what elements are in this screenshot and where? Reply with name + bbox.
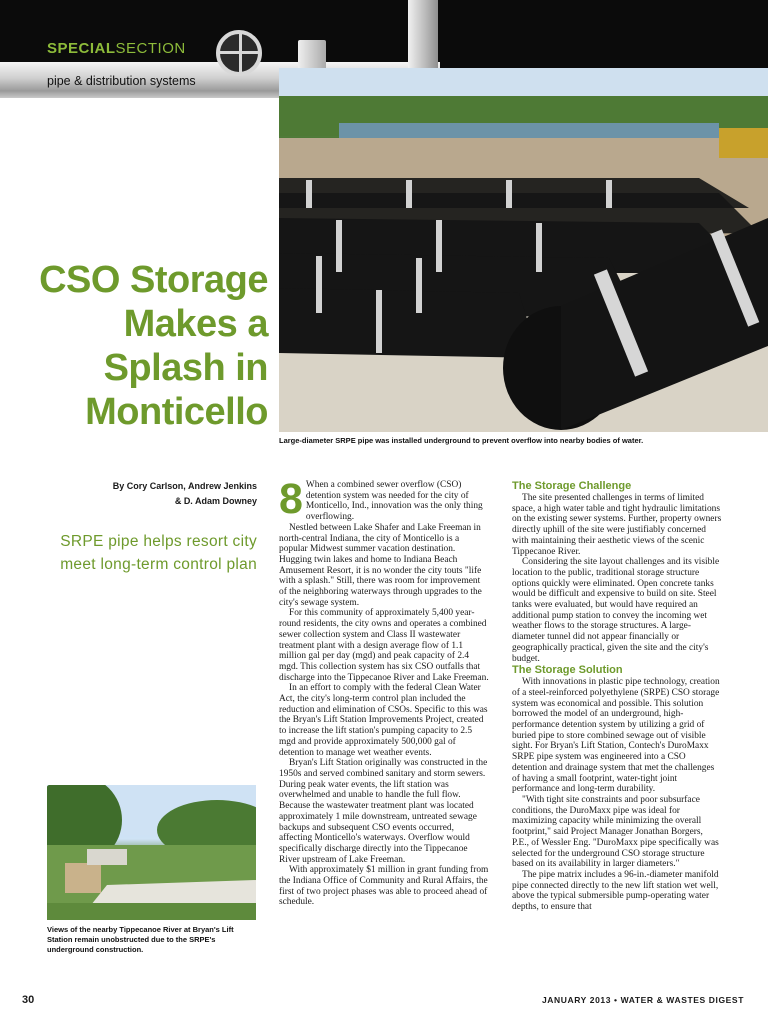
- paragraph: The pipe matrix includes a 96-in.-diameter manifold pipe connected directly to the new lift station wet well, above the typical submersible pump-operating water depths, to ensure that: [512, 869, 719, 913]
- paragraph: In an effort to comply with the federal Clean Water Act, the city's long-term control plan included the reduction and elimination of CSOs. Specific to this was the Bryan's Lift Station Improvements Project, created to increase the lift station's pumping capacity to 2.5 mgd and provide approximately 500,000 gal of detention to manage wet weather events.: [279, 683, 488, 758]
- subhead-storage-challenge: The Storage Challenge: [512, 480, 632, 492]
- section-subtitle: pipe & distribution systems: [47, 74, 196, 88]
- paragraph: Nestled between Lake Shafer and Lake Freeman in north-central Indiana, the city of Monticello is a popular Midwest summer vacation destination. Hugging twin lakes and home to Indiana Beach Amusement Resort, it is no wonder the city touts "life with a splash." Still, there was room for improvement of the neighboring waterways through upgrades to the city's sewage system.: [279, 522, 482, 608]
- section-label: SPECIALSECTION: [47, 40, 186, 57]
- running-footer: [542, 995, 744, 1005]
- byline-line-2: & D. Adam Downey: [174, 496, 257, 506]
- article-column-1: [279, 480, 489, 960]
- pipe-field-illustration: [279, 68, 768, 432]
- drop-cap: 8: [279, 480, 303, 523]
- main-photo-caption: Large-diameter SRPE pipe was installed underground to prevent overflow into nearby bodies of water.: [279, 436, 644, 445]
- paragraph: With approximately $1 million in grant funding from the Indiana Office of Community and Rural Affairs, the first of two project phases was able to proceed ahead of schedule.: [279, 865, 489, 908]
- main-photo: [279, 68, 768, 432]
- article-column-2: [512, 480, 722, 960]
- lift-station-caption: Views of the nearby Tippecanoe River at Bryan's Lift Station remain unobstructed due to the SRPE's underground construction.: [47, 925, 234, 954]
- paragraph: When a combined sewer overflow (CSO) detention system was needed for the city of Monticello, Ind., innovation was the only thing overflowing.: [305, 480, 483, 523]
- lift-station-photo: [47, 785, 256, 920]
- footer-bullet: •: [614, 995, 618, 1005]
- byline: [60, 479, 257, 509]
- byline-line-1: By Cory Carlson, Andrew Jenkins: [112, 481, 257, 491]
- paragraph: Bryan's Lift Station originally was constructed in the 1950s and served combined sanitary and storm sewers. During peak water events, the lift station was overwhelmed and unable to handle the full flow. Because the wastewater treatment plant was located approximately 1 mile downstream, untreated sewage backups and subsequent CSO events occurred, affecting Monticello's waterways. Overflow would specifically discharge directly into the Tippecanoe River upstream of Lake Freeman.: [279, 758, 488, 865]
- paragraph: "With tight site constraints and poor subsurface conditions, the DuroMaxx pipe was ideal for maximizing capacity while minimizing the overall footprint," said Project Manager Jonathan Borgers, P.E., of Wessler Eng. "DuroMaxx pipe specifically was selected for the underground CSO storage structure based on its availability in larger diameters.": [512, 794, 719, 870]
- article-headline: CSO Storage Makes a Splash in Monticello: [39, 259, 268, 433]
- page-number: 30: [22, 994, 35, 1006]
- paragraph: With innovations in plastic pipe technology, creation of a steel-reinforced polyethylene (SRPE) CSO storage system was economical and possible. This solution borrowed the model of an underground, high-performance detention system by utilizing a grid of buried pipe to store combined sewage out of visible sight. For Bryan's Lift Station, Contech's DuroMaxx SRPE pipe system was engineered into a CSO detention and drainage system that met the challenges of having a small footprint, water-tight joint performance and long-term durability.: [512, 677, 720, 795]
- paragraph: The site presented challenges in terms of limited space, a high water table and tight hydraulic limitations on the existing sewer systems. Further, property owners directly uphill of the site were justifiably concerned with maintaining their aesthetic views of the scenic Tippecanoe River.: [512, 493, 722, 557]
- valve-wheel-icon: [216, 30, 262, 76]
- paragraph: Considering the site layout challenges and its visible location to the public, traditional storage structure options quickly were eliminated. Open concrete tanks would be difficult and expensive to build on site. Steel tanks were evaluated, but would have required an additional pump station to convey the incoming wet weather flows to the storage structures. A large-diameter tunnel did not appear financially or geographically practical, given the site and the city's budget.: [512, 557, 720, 664]
- issue-date: JANUARY 2013: [541, 995, 612, 1005]
- subhead-storage-solution: The Storage Solution: [512, 664, 623, 677]
- article-deck: SRPE pipe helps resort city meet long-term control plan: [60, 533, 257, 573]
- publication-name: WATER & WASTES DIGEST: [620, 995, 744, 1005]
- paragraph: For this community of approximately 5,400 year-round residents, the city owns and operates a combined sewer collection system and Class II wastewater treatment plant with a design average flow of 1.1 million gal per day (mgd) and peak capacity of 2.4 mgd. This collection system has six CSO outfalls that discharge into the Tippecanoe River and Lake Freeman.: [279, 608, 489, 683]
